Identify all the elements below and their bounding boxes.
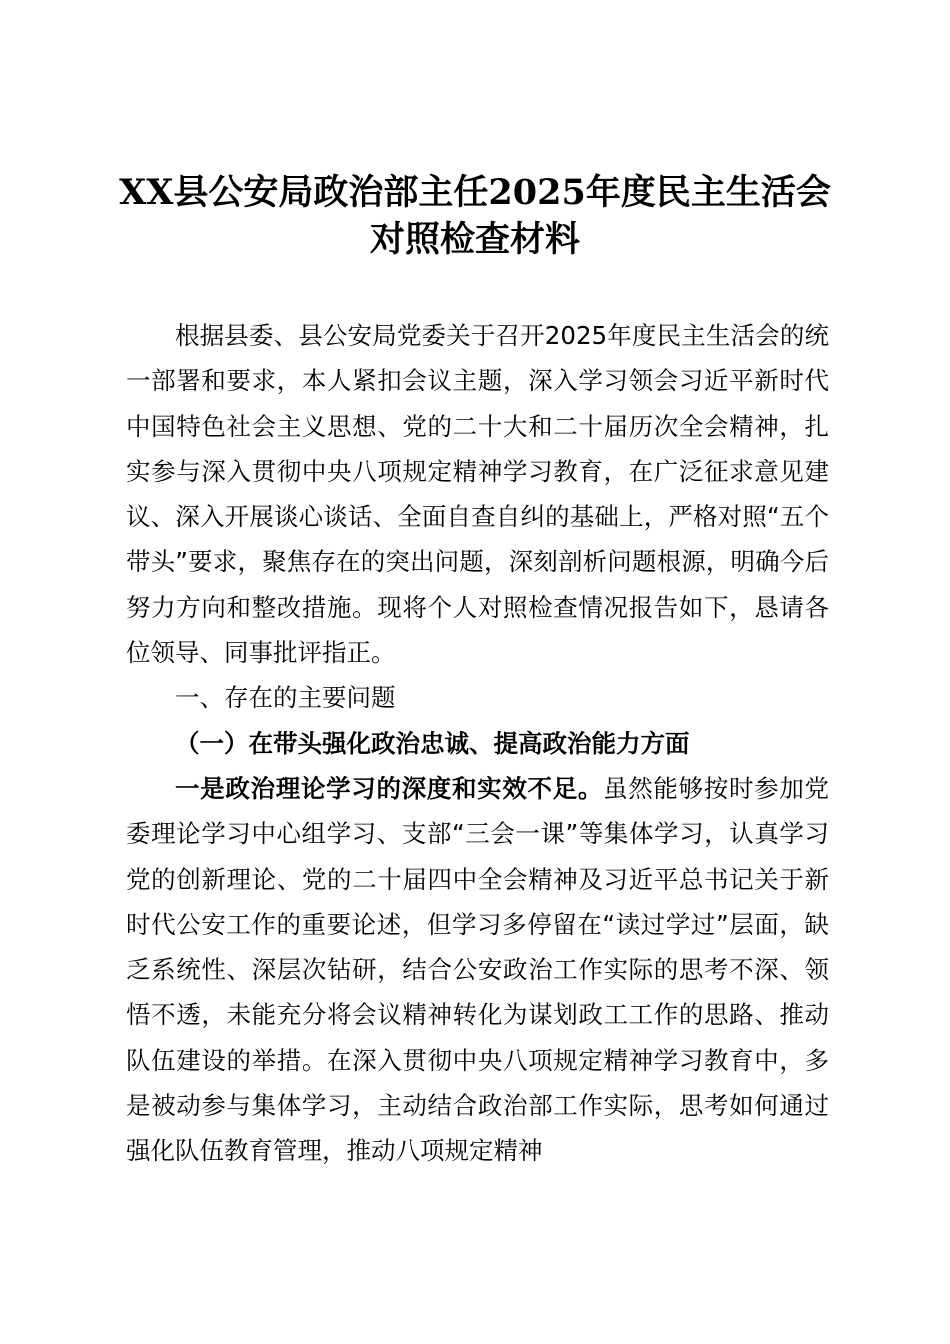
document-body [126, 313, 829, 1174]
point-text-1: 虽然能够按时参加党委理论学习中心组学习、支部“三会一课”等集体学习，认真学习党的创新理论、党的二十届四中全会精神及习近平总书记关于新时代公安工作的重要论述，但学习多停留在“读过学过”层面，缺乏系统性、深层次钻研，结合公安政治工作实际的思考不深、领悟不透，未能充分将会议精神转化为谋划政工工作的思路、推动队伍建设的举措。在深入贯彻中央八项规定精神学习教育中，多是被动参与集体学习，主动结合政治部工作实际，思考如何通过强化队伍教育管理，推动八项规定精神 [126, 773, 830, 1166]
intro-paragraph: 根据县委、县公安局党委关于召开2025年度民主生活会的统一部署和要求，本人紧扣会议主题，深入学习领会习近平新时代中国特色社会主义思想、党的二十大和二十届历次全会精神，扎实参与深入贯彻中央八项规定精神学习教育，在广泛征求意见建议、深入开展谈心谈话、全面自查自纠的基础上，严格对照“五个带头”要求，聚焦存在的突出问题，深刻剖析问题根源，明确今后努力方向和整改措施。现将个人对照检查情况报告如下，恳请各位领导、同事批评指正。 [126, 321, 829, 668]
point-lead-1: 一是政治理论学习的深度和实效不足。 [175, 773, 604, 803]
section-heading-1: 一、存在的主要问题 [175, 683, 396, 713]
point-paragraph-1 [126, 766, 829, 1174]
subsection-heading-1: （一）在带头强化政治忠诚、提高政治能力方面 [175, 728, 690, 758]
document-title-line-2: 对照检查材料 [369, 219, 580, 260]
document-title-line-1: XX县公安局政治部主任2025年度民主生活会 [119, 172, 831, 213]
